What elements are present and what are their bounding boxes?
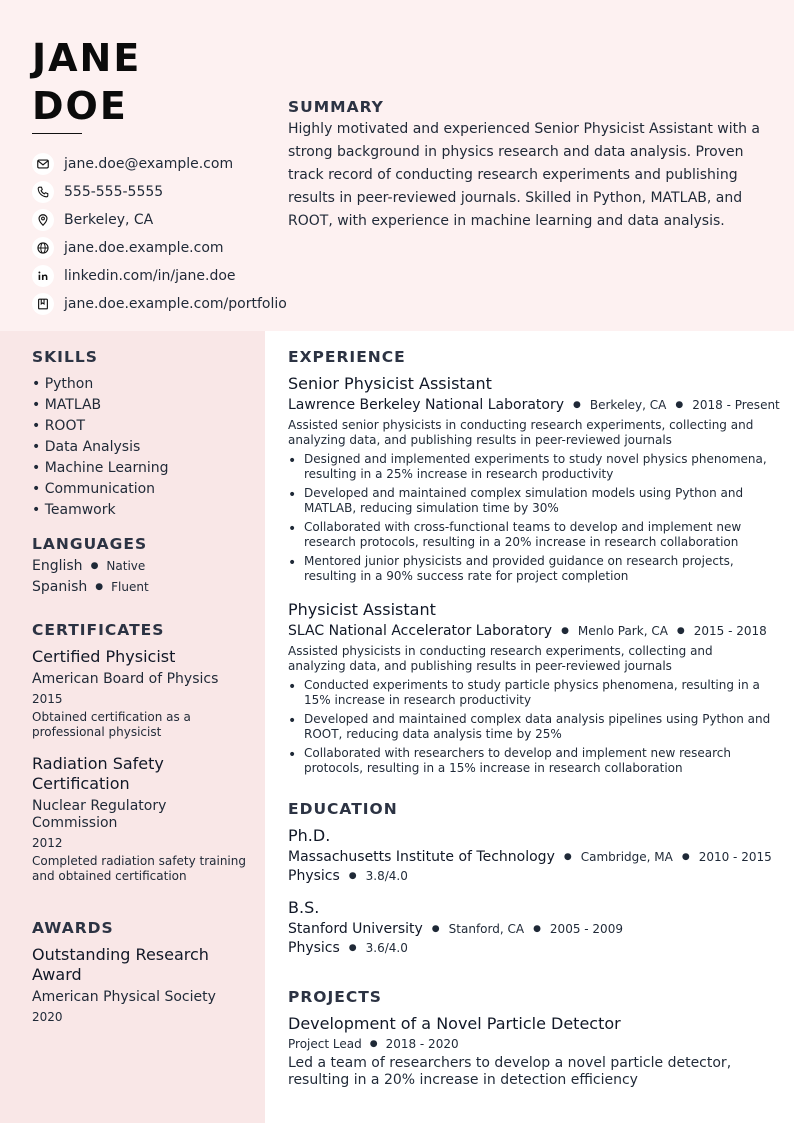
portfolio-icon bbox=[32, 293, 54, 315]
certificate-year: 2015 bbox=[32, 692, 63, 706]
education-degree: B.S. bbox=[288, 898, 320, 917]
summary-section bbox=[288, 98, 768, 233]
languages-heading: LANGUAGES bbox=[32, 535, 148, 553]
separator-dot: ● bbox=[369, 1039, 378, 1049]
education-meta bbox=[288, 921, 772, 937]
education-dates: 2010 - 2015 bbox=[698, 850, 772, 864]
award-item bbox=[32, 945, 247, 1024]
separator-dot: ● bbox=[348, 943, 357, 953]
job-bullet: • Collaborated with cross-functional teams to develop and implement new research protocols, resulting in a 20% increase in research collaboration bbox=[288, 520, 772, 550]
separator-dot: ● bbox=[90, 561, 99, 571]
separator-dot: ● bbox=[95, 582, 104, 592]
summary-text: Highly motivated and experienced Senior Physicist Assistant with a strong background in physics research and data analysis. Proven track record of conducting research experiments and publishing results in peer-reviewed journals. Skilled in Python, MATLAB, and ROOT, with experience in machine learning and data analysis. bbox=[288, 121, 761, 229]
job-location: Berkeley, CA bbox=[589, 398, 667, 412]
language-name: English bbox=[32, 558, 83, 574]
skill-item: • Python bbox=[32, 376, 94, 392]
contact-list bbox=[32, 150, 287, 318]
skill-item: • Communication bbox=[32, 481, 156, 497]
job-description: Assisted senior physicists in conducting research experiments, collecting and analyzing data, and publishing results in peer-reviewed journals bbox=[288, 418, 754, 447]
job-bullet: • Conducted experiments to study particle physics phenomena, resulting in a 15% increase in research productivity bbox=[288, 678, 772, 708]
contact-email-text: jane.doe@example.com bbox=[64, 156, 234, 172]
job-bullet: • Developed and maintained complex data analysis pipelines using Python and ROOT, reducing data analysis time by 25% bbox=[288, 712, 772, 742]
projects-section bbox=[288, 988, 772, 1089]
summary-heading: SUMMARY bbox=[288, 98, 384, 116]
contact-location bbox=[32, 206, 287, 234]
certificate-item bbox=[32, 647, 247, 740]
education-entry bbox=[288, 826, 772, 884]
certificate-title: Radiation Safety Certification bbox=[32, 754, 164, 793]
award-issuer: American Physical Society bbox=[32, 989, 216, 1005]
job-title: Physicist Assistant bbox=[288, 600, 436, 619]
separator-dot: ● bbox=[676, 626, 685, 636]
education-location: Cambridge, MA bbox=[580, 850, 673, 864]
certificate-issuer: Nuclear Regulatory Commission bbox=[32, 798, 167, 831]
job-dates: 2018 - Present bbox=[692, 398, 780, 412]
education-school: Stanford University bbox=[288, 921, 423, 937]
award-year: 2020 bbox=[32, 1010, 63, 1024]
project-dates: 2018 - 2020 bbox=[385, 1037, 459, 1051]
linkedin-icon bbox=[32, 265, 54, 287]
skills-heading: SKILLS bbox=[32, 348, 98, 366]
job-bullet: • Mentored junior physicists and provided guidance on research projects, resulting in a 90% success rate for project completion bbox=[288, 554, 772, 584]
separator-dot: ● bbox=[561, 626, 569, 636]
job-entry bbox=[288, 374, 780, 584]
certificate-description: Obtained certification as a professional physicist bbox=[32, 710, 191, 739]
education-dates: 2005 - 2009 bbox=[549, 922, 623, 936]
separator-dot: ● bbox=[348, 871, 357, 881]
job-meta bbox=[288, 397, 780, 413]
separator-dot: ● bbox=[675, 400, 684, 410]
separator-dot: ● bbox=[681, 852, 690, 862]
skills-list bbox=[32, 374, 247, 521]
certificates-section bbox=[32, 621, 247, 884]
experience-heading: EXPERIENCE bbox=[288, 348, 406, 366]
contact-website[interactable] bbox=[32, 234, 287, 262]
certificate-description: Completed radiation safety training and obtained certification bbox=[32, 854, 246, 883]
experience-section bbox=[288, 348, 780, 780]
education-field-row bbox=[288, 940, 772, 956]
certificate-item bbox=[32, 754, 247, 884]
project-meta bbox=[288, 1037, 772, 1051]
project-description: Led a team of researchers to develop a novel particle detector, resulting in a 20% increase in detection efficiency bbox=[288, 1055, 732, 1088]
globe-icon bbox=[32, 237, 54, 259]
education-gpa: 3.6/4.0 bbox=[365, 941, 408, 955]
contact-linkedin-text: linkedin.com/in/jane.doe bbox=[64, 268, 236, 284]
job-dates: 2015 - 2018 bbox=[693, 624, 767, 638]
job-bullets bbox=[288, 678, 772, 776]
education-gpa: 3.8/4.0 bbox=[365, 869, 408, 883]
certificates-heading: CERTIFICATES bbox=[32, 621, 165, 639]
language-item bbox=[32, 580, 247, 595]
languages-section bbox=[32, 535, 247, 595]
skill-item: • Teamwork bbox=[32, 502, 116, 518]
education-entry bbox=[288, 898, 772, 956]
job-location: Menlo Park, CA bbox=[577, 624, 668, 638]
skill-item: • MATLAB bbox=[32, 397, 102, 413]
education-field-row bbox=[288, 868, 772, 884]
mail-icon bbox=[32, 153, 54, 175]
certificate-title: Certified Physicist bbox=[32, 647, 176, 666]
awards-heading: AWARDS bbox=[32, 919, 114, 937]
contact-website-text: jane.doe.example.com bbox=[64, 240, 224, 256]
phone-icon bbox=[32, 181, 54, 203]
job-bullet: • Developed and maintained complex simulation models using Python and MATLAB, reducing simulation time by 30% bbox=[288, 486, 772, 516]
project-entry bbox=[288, 1014, 772, 1089]
job-entry bbox=[288, 600, 772, 776]
job-bullet: • Collaborated with researchers to develop and implement new research protocols, resulting in a 15% increase in research collaboration bbox=[288, 746, 772, 776]
education-degree: Ph.D. bbox=[288, 826, 331, 845]
job-organization: SLAC National Accelerator Laboratory bbox=[288, 623, 553, 639]
certificate-year: 2012 bbox=[32, 836, 63, 850]
education-school: Massachusetts Institute of Technology bbox=[288, 849, 555, 865]
job-organization: Lawrence Berkeley National Laboratory bbox=[288, 397, 565, 413]
education-meta bbox=[288, 849, 772, 865]
last-name: DOE bbox=[32, 84, 128, 128]
skill-item: • Machine Learning bbox=[32, 460, 169, 476]
contact-email[interactable] bbox=[32, 150, 287, 178]
skills-section bbox=[32, 348, 247, 521]
first-name: JANE bbox=[32, 36, 142, 80]
contact-phone[interactable] bbox=[32, 178, 287, 206]
contact-portfolio-text: jane.doe.example.com/portfolio bbox=[64, 296, 287, 312]
education-section bbox=[288, 800, 772, 956]
award-title: Outstanding Research Award bbox=[32, 945, 209, 984]
education-field: Physics bbox=[288, 940, 340, 956]
contact-location-text: Berkeley, CA bbox=[64, 212, 154, 228]
project-title: Development of a Novel Particle Detector bbox=[288, 1014, 621, 1033]
language-level: Native bbox=[106, 559, 146, 573]
name-divider bbox=[32, 133, 82, 134]
certificate-issuer: American Board of Physics bbox=[32, 671, 219, 687]
language-item bbox=[32, 559, 247, 574]
projects-heading: PROJECTS bbox=[288, 988, 382, 1006]
separator-dot: ● bbox=[573, 400, 581, 410]
education-field: Physics bbox=[288, 868, 340, 884]
separator-dot: ● bbox=[533, 924, 541, 934]
education-location: Stanford, CA bbox=[448, 922, 525, 936]
project-role: Project Lead bbox=[288, 1037, 362, 1051]
job-bullet: • Designed and implemented experiments to study novel physics phenomena, resulting in a 25% increase in research productivity bbox=[288, 452, 772, 482]
candidate-name bbox=[32, 34, 141, 130]
separator-dot: ● bbox=[431, 924, 440, 934]
job-description: Assisted physicists in conducting research experiments, collecting and analyzing data, and publishing results in peer-reviewed journals bbox=[288, 644, 713, 673]
language-name: Spanish bbox=[32, 579, 88, 595]
location-pin-icon bbox=[32, 209, 54, 231]
awards-section bbox=[32, 919, 247, 1024]
contact-linkedin[interactable] bbox=[32, 262, 287, 290]
skill-item: • ROOT bbox=[32, 418, 86, 434]
job-title: Senior Physicist Assistant bbox=[288, 374, 492, 393]
contact-portfolio[interactable] bbox=[32, 290, 287, 318]
education-heading: EDUCATION bbox=[288, 800, 398, 818]
contact-phone-text: 555-555-5555 bbox=[64, 184, 164, 200]
job-bullets bbox=[288, 452, 772, 584]
skill-item: • Data Analysis bbox=[32, 439, 141, 455]
job-meta bbox=[288, 623, 772, 639]
language-level: Fluent bbox=[111, 580, 149, 594]
separator-dot: ● bbox=[563, 852, 572, 862]
